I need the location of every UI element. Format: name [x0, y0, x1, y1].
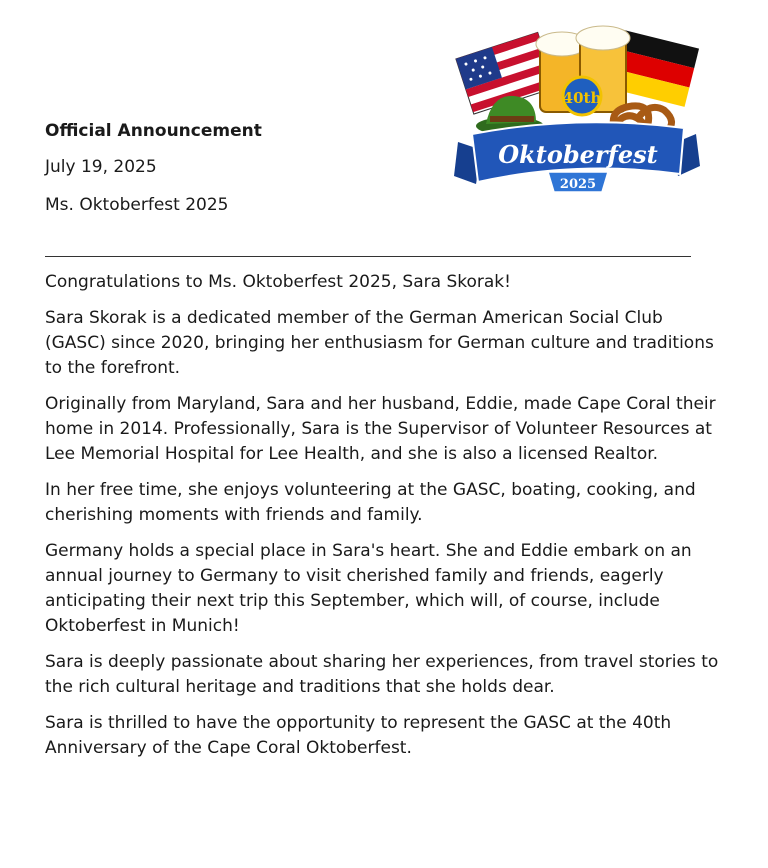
paragraph-free-time: In her free time, she enjoys volunteering at the GASC, boating, cooking, and cherishing moments with friends and family.: [45, 480, 696, 525]
announcement-header: [45, 118, 465, 230]
paragraph-congratulations: Congratulations to Ms. Oktoberfest 2025, Sara Skorak!: [45, 272, 511, 292]
announcement-body: [45, 270, 725, 772]
anniversary-badge-icon: [563, 77, 602, 115]
year-plaque-icon: [548, 172, 608, 192]
announcement-title: Official Announcement: [45, 121, 262, 141]
paragraph-passion: Sara is deeply passionate about sharing her experiences, from travel stories to the rich cultural heritage and traditions that she holds dear.: [45, 652, 719, 697]
announcement-date: July 19, 2025: [45, 157, 157, 177]
logo-number: 40th: [562, 89, 602, 107]
paragraph-membership: Sara Skorak is a dedicated member of the German American Social Club (GASC) since 2020, bringing her enthusiasm for German culture and traditions to the forefront.: [45, 308, 714, 378]
logo-wordmark: Oktoberfest: [498, 140, 658, 169]
logo-year: 2025: [559, 177, 597, 192]
paragraph-background: Originally from Maryland, Sara and her husband, Eddie, made Cape Coral their home in 2014. Professionally, Sara is the Supervisor of Volunteer Resources at Lee Memorial Hospital for Lee Health, and she is also a licensed Realtor.: [45, 394, 716, 464]
announcement-subject: Ms. Oktoberfest 2025: [45, 195, 229, 215]
oktoberfest-logo: [452, 22, 702, 198]
divider-line: [45, 256, 691, 257]
paragraph-representation: Sara is thrilled to have the opportunity to represent the GASC at the 40th Anniversary of the Cape Coral Oktoberfest.: [45, 713, 672, 758]
paragraph-germany: Germany holds a special place in Sara's heart. She and Eddie embark on an annual journey to Germany to visit cherished family and friends, eagerly anticipating their next trip this September, which will, of course, include Oktoberfest in Munich!: [45, 541, 692, 636]
